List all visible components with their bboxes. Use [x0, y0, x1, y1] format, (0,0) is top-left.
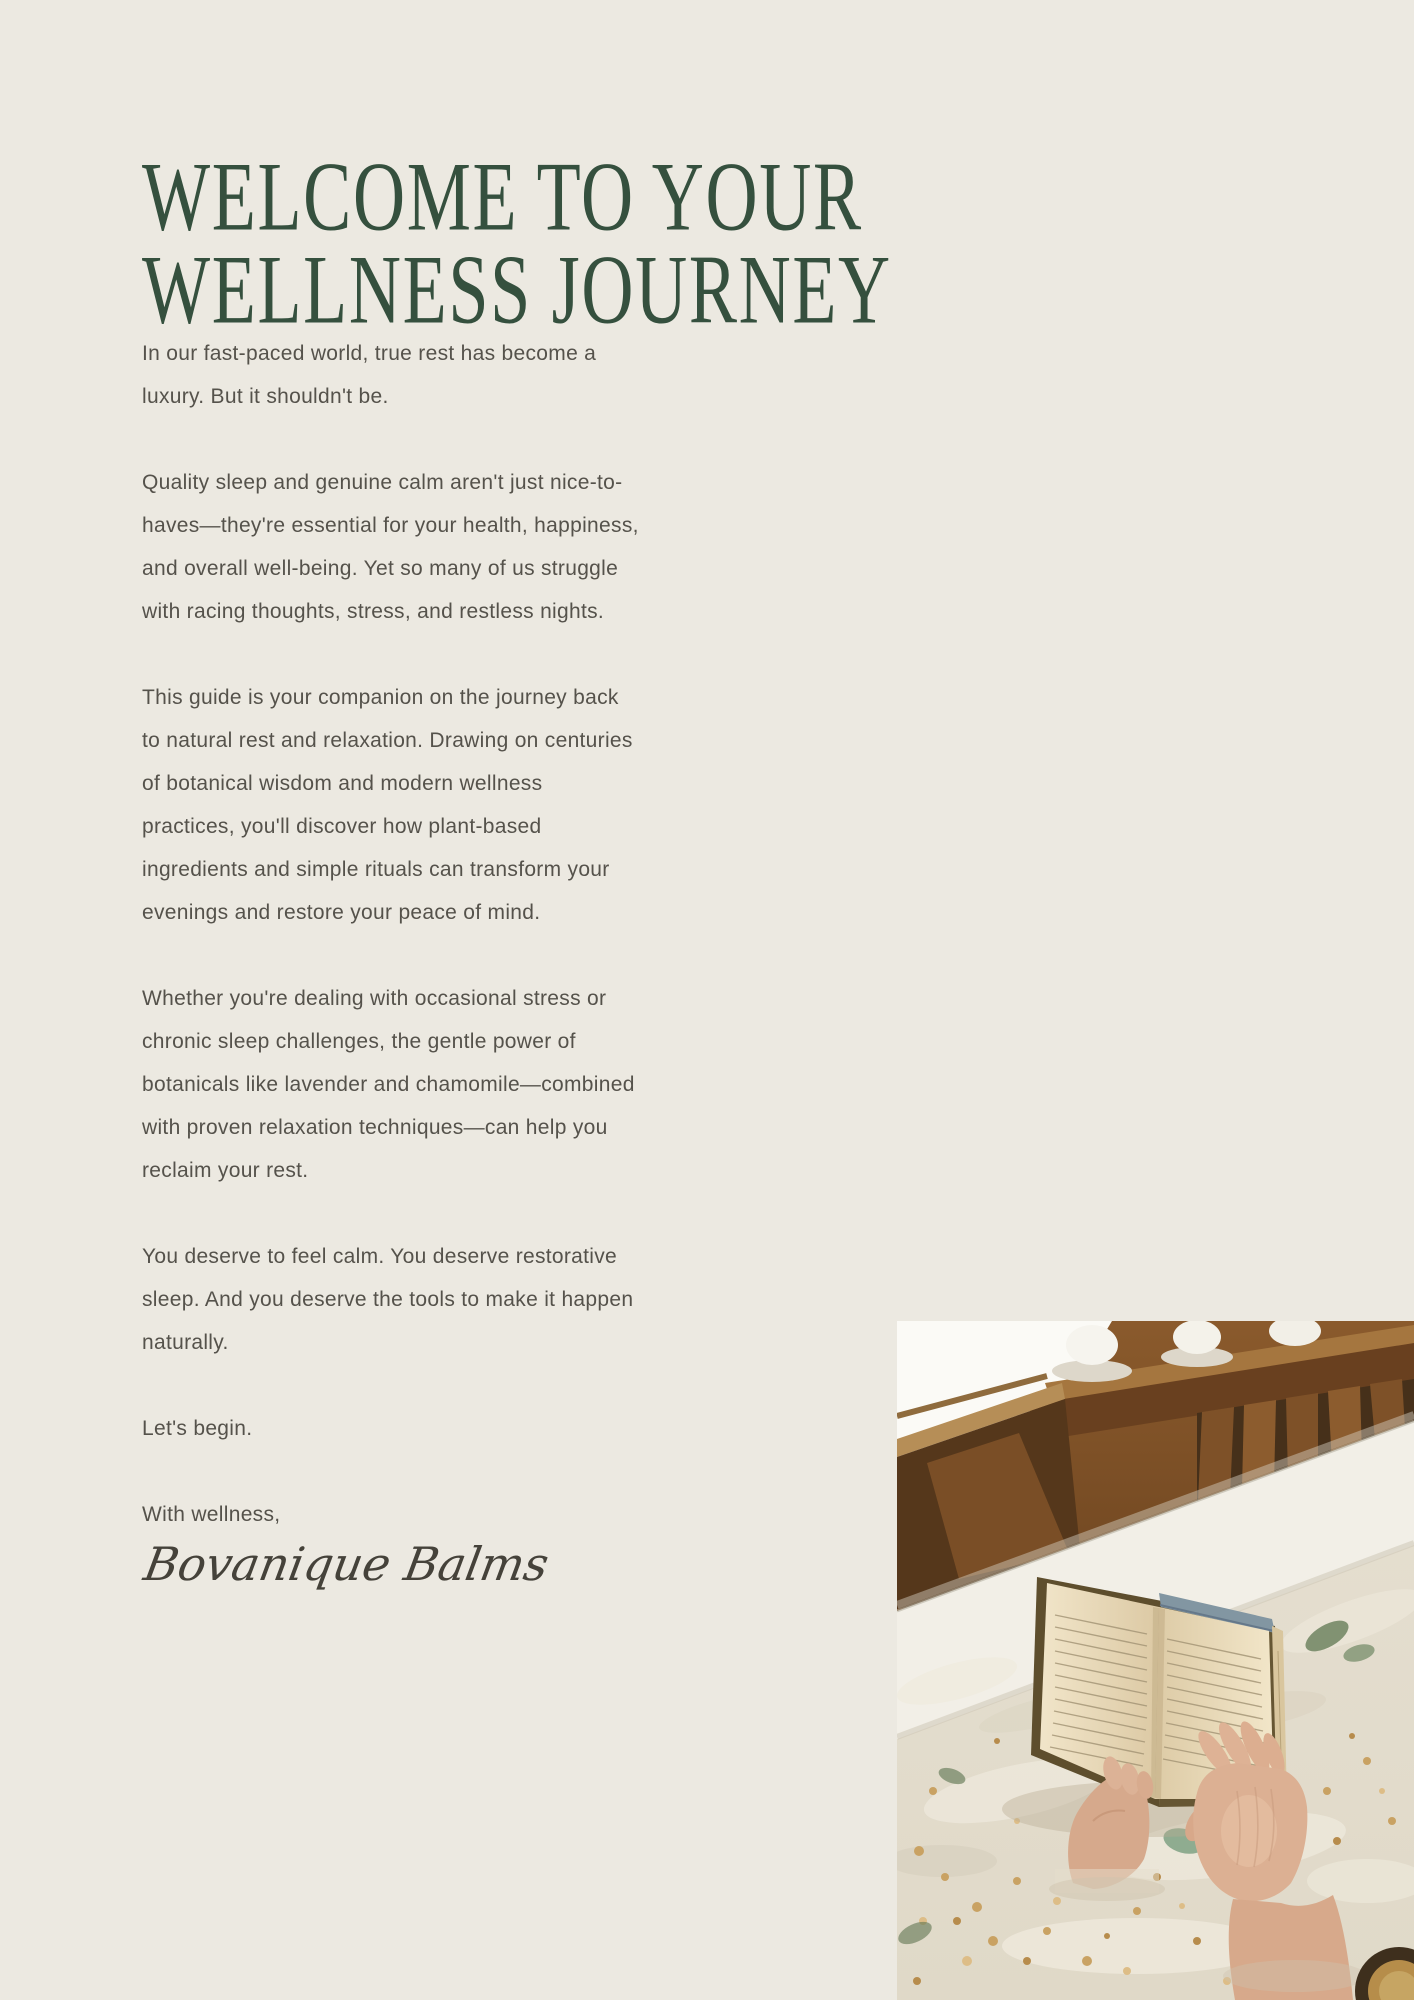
paragraph-with-wellness: With wellness, — [142, 1503, 281, 1526]
paragraph-lets-begin: Let's begin. — [142, 1417, 253, 1440]
paragraph-1: In our fast-paced world, true rest has become a luxury. But it shouldn't be. — [142, 342, 597, 408]
paragraph-4: Whether you're dealing with occasional stress or chronic sleep challenges, the gentle power of botanicals like lavender and chamomile—combined with proven relaxation techniques—can help you reclaim your rest. — [142, 987, 635, 1182]
paragraph-3: This guide is your companion on the journey back to natural rest and relaxation. Drawing on centuries of botanical wisdom and modern wellness practices, you'll discover how plant-based ingredients and simple rituals can transform your evenings and restore your peace of mind. — [142, 686, 633, 924]
brand-signature: Bovanique Balms — [140, 1537, 553, 1591]
intro-text — [142, 332, 702, 1579]
title-line-1: WELCOME TO YOUR — [142, 143, 863, 252]
title-line-2: WELLNESS JOURNEY — [142, 236, 892, 345]
paragraph-2: Quality sleep and genuine calm aren't just nice-to- haves—they're essential for your health, happiness, and overall well-being. Yet so many of us struggle with racing thoughts, stress, and restless nights. — [142, 471, 639, 623]
bath-photo-illustration — [897, 1321, 1414, 2000]
paragraph-5: You deserve to feel calm. You deserve restorative sleep. And you deserve the tools to make it happen naturally. — [142, 1245, 634, 1354]
bath-reading-photo — [897, 1321, 1414, 2000]
page-title — [142, 143, 892, 345]
